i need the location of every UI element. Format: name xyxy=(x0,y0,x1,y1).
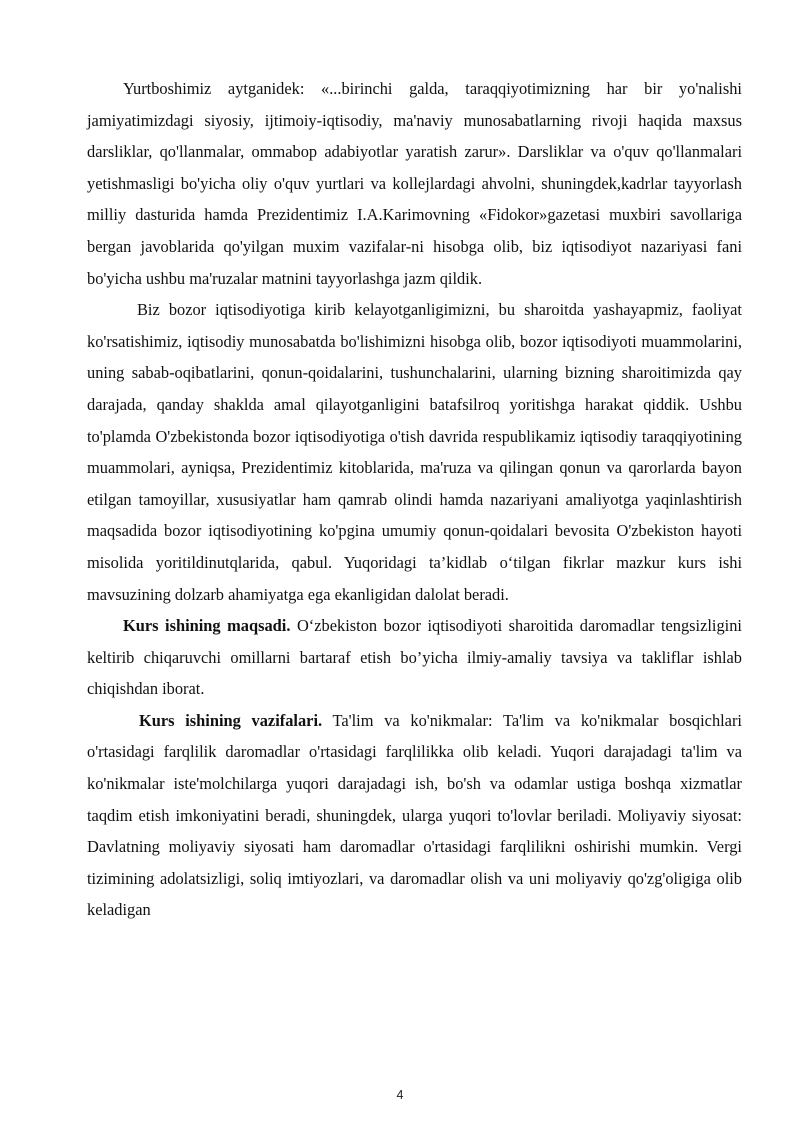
course-goal-heading: Kurs ishining maqsadi. xyxy=(123,616,291,636)
course-tasks-text: Ta'lim va ko'nikmalar: Ta'lim va ko'nikmalar bosqichlari o'rtasidagi farqlilik daromadlar o'rtasidagi farqlilikka olib keladi. Yuqori darajadagi ta'lim va ko'nikmalar iste'molchilarga yuqori darajadagi ish, bo'sh va odamlar ustiga boshqa xizmatlar taqdim etish imkoniyatini beradi, shuningdek, ularga yuqori to'lovlar beriladi. Moliyaviy siyosat: Davlatning moliyaviy siyosati ham daromadlar o'rtasidagi farqlilikni oshirishi mumkin. Vergi tizimining adolatsizligi, soliq imtiyozlari, va daromadlar olish va uni moliyaviy qo'zg'oligiga olib keladigan xyxy=(87,710,742,920)
document-page xyxy=(87,73,742,926)
paragraph-intro-quote: Yurtboshimiz aytganidek: «...birinchi galda, taraqqiyotimizning har bir yo'nalishi jamiyatimizdagi siyosiy, ijtimoiy-iqtisodiy, ma'naviy munosabatlarning rivoji haqida maxsus darsliklar, qo'llanmalar, ommabop adabiyotlar yaratish zarur». Darsliklar va o'quv qo'llanmalari yetishmasligi bo'yicha oliy o'quv yurtlari va kollejlardagi ahvolni, shuningdek,kadrlar tayyorlash milliy dasturida hamda Prezidentimiz I.A.Karimovning «Fidokor»gazetasi muxbiri savollariga bergan javoblarida qo'yilgan muxim vazifalar-ni hisobga olib, biz iqtisodiyot nazariyasi fani bo'yicha ushbu ma'ruzalar matnini tayyorlashga jazm qildik. xyxy=(87,79,742,288)
paragraph-course-tasks xyxy=(87,705,742,926)
paragraph-course-goal xyxy=(87,610,742,705)
paragraph-market-economy: Biz bozor iqtisodiyotiga kirib kelayotganligimizni, bu sharoitda yashayapmiz, faoliyat ko'rsatishimiz, iqtisodiy munosabatda bo'lishimizni hisobga olib, bozor iqtisodiyoti muammolarini, uning sabab-oqibatlarini, qonun-qoidalarini, tushunchalarini, ularning bizning sharoitimizda qay darajada, qanday shaklda amal qilayotganligini batafsilroq yoritishga harakat qiddik. Ushbu to'plamda O'zbekistonda bozor iqtisodiyotiga o'tish davrida respublikamiz iqtisodiy taraqqiyotining muammolari, ayniqsa, Prezidentimiz kitoblarida, ma'ruza va qilingan qonun va qarorlarda bayon etilgan tamoyillar, xususiyatlar ham qamrab olindi hamda nazariyani amaliyotga yaqinlashtirish maqsadida bozor iqtisodiyotining ko'pgina umumiy qonun-qoidalari bevosita O'zbekiston hayoti misolida yoritildinutqlarida, qabul. Yuqoridagi ta’kidlab o‘tilgan fikrlar mazkur kurs ishi mavsuzining dolzarb ahamiyatga ega ekanligidan dalolat beradi. xyxy=(87,300,742,604)
page-number: 4 xyxy=(396,1088,404,1102)
course-goal-text: O‘zbekiston bozor iqtisodiyoti sharoitida daromadlar tengsizligini keltirib chiqaruvchi omillarni bartaraf etish bo’yicha ilmiy-amaliy tavsiya va takliflar ishlab chiqishdan iborat. xyxy=(87,616,742,699)
course-tasks-heading: Kurs ishining vazifalari. xyxy=(139,710,323,730)
